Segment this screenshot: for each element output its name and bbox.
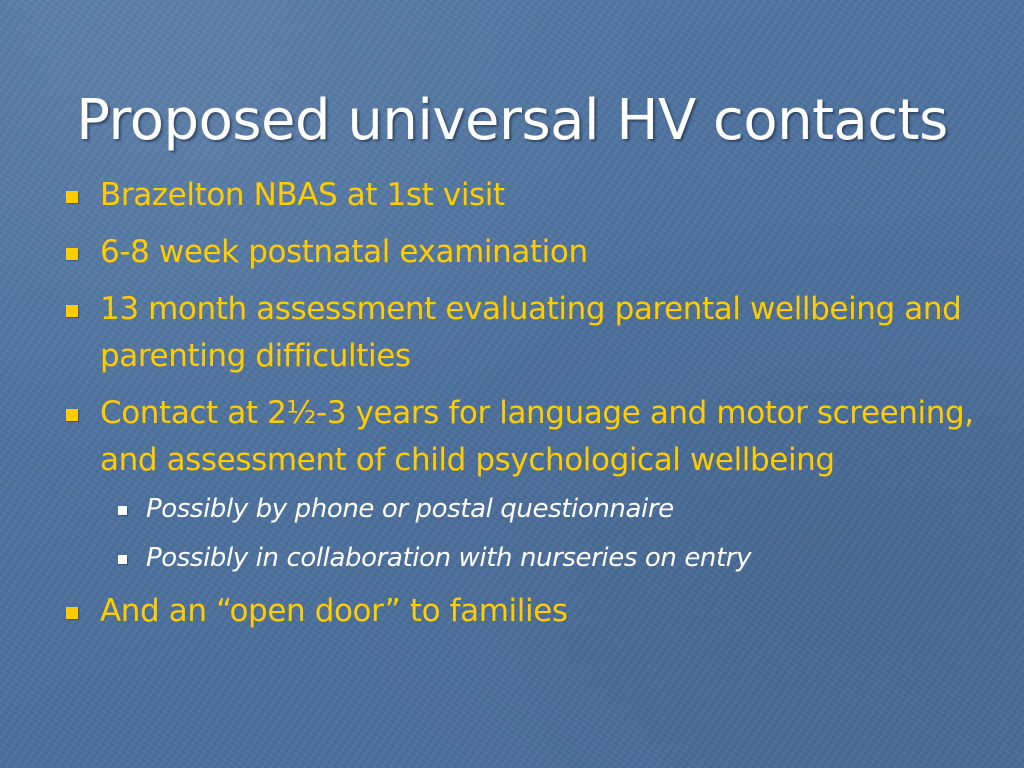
square-bullet-icon	[66, 248, 78, 260]
bullet-text: Contact at 2½-3 years for language and motor screening, and assessment of child psychological wellbeing	[100, 395, 974, 478]
sub-bullet-item	[110, 539, 982, 577]
bullet-text: And an “open door” to families	[100, 593, 568, 629]
small-square-bullet-icon	[118, 506, 127, 515]
square-bullet-icon	[66, 305, 78, 317]
bullet-item	[62, 588, 982, 635]
bullet-text: 6-8 week postnatal examination	[100, 234, 588, 270]
square-bullet-icon	[66, 191, 78, 203]
small-square-bullet-icon	[118, 555, 127, 564]
bullet-item	[62, 229, 982, 276]
sub-bullet-item	[110, 490, 982, 528]
square-bullet-icon	[66, 607, 78, 619]
bullet-item	[62, 390, 982, 577]
sub-bullet-text: Possibly in collaboration with nurseries on entry	[146, 543, 752, 573]
sub-bullet-list	[110, 490, 982, 577]
bullet-text: 13 month assessment evaluating parental wellbeing and parenting difficulties	[100, 291, 962, 374]
slide-title: Proposed universal HV contacts	[76, 88, 948, 153]
bullet-text: Brazelton NBAS at 1st visit	[100, 177, 505, 213]
bullet-list	[62, 172, 982, 645]
bullet-item	[62, 286, 982, 380]
square-bullet-icon	[66, 409, 78, 421]
bullet-item	[62, 172, 982, 219]
sub-bullet-text: Possibly by phone or postal questionnaire	[146, 494, 674, 524]
